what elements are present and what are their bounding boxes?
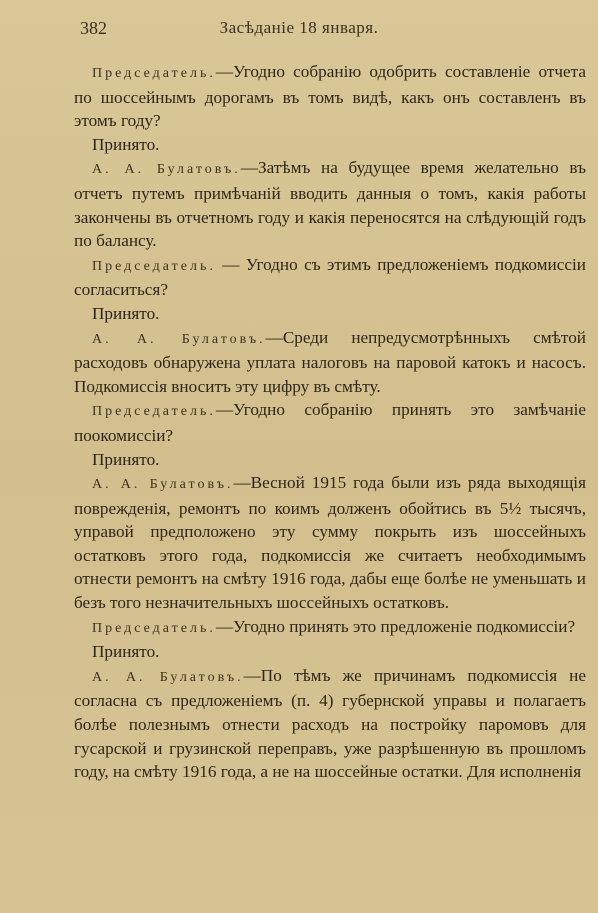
speech-paragraph xyxy=(74,615,586,641)
speaker-name: Председатель. xyxy=(92,404,216,420)
speaker-name: Председатель. xyxy=(92,258,216,274)
speaker-name: Председатель. xyxy=(92,620,216,636)
resolution-text: Принято. xyxy=(92,303,160,323)
speech-text: — Угодно съ этимъ предложеніемъ подкомиссіи согласиться? xyxy=(74,254,586,300)
speech-paragraph xyxy=(74,398,586,447)
speech-text: —По тѣмъ же причинамъ подкомиссія не согласна съ предложеніемъ (п. 4) губернской управы и полагаетъ болѣе полезнымъ отнести расходъ на постройку паромовъ для гусарской и грузинской переправъ, уже разрѣшенную въ прошломъ году, на смѣту 1916 года, а не на шоссейные остатки. Для исполненія xyxy=(74,665,586,782)
speech-text: —Угодно принять это предложеніе подкомиссіи? xyxy=(215,616,576,636)
page-header xyxy=(0,18,598,44)
speech-paragraph xyxy=(74,326,586,399)
speech-text: —Среди непредусмотрѣнныхъ смѣтой расходовъ обнаружена уплата налоговъ на паровой катокъ и насосъ. Подкомиссія вноситъ эту цифру въ смѣту. xyxy=(74,327,586,396)
speaker-name: А. А. Булатовъ. xyxy=(92,477,234,493)
speech-paragraph xyxy=(74,253,586,302)
resolution-text: Принято. xyxy=(92,642,160,662)
speech-paragraph xyxy=(74,60,586,133)
speaker-name: А. А. Булатовъ. xyxy=(92,162,241,178)
speaker-name: А. А. Булатовъ. xyxy=(92,331,266,347)
speaker-name: Председатель. xyxy=(92,66,216,81)
page-body xyxy=(74,60,586,784)
speech-text: —Весной 1915 года были изъ ряда выходящія поврежденія, ремонтъ по коимъ долженъ обойтись въ 5½ тысячъ, управой предположено эту сумму покрыть изъ шоссейныхъ остатковъ этого года, подкомиссія же считаетъ необходимымъ отнести ремонтъ на смѣту 1916 года, дабы еще болѣе не уменьшать и безъ того незначительныхъ шоссейныхъ остатковъ. xyxy=(74,473,586,613)
speech-paragraph xyxy=(74,664,586,784)
page-number: 382 xyxy=(80,18,107,38)
speech-text: —Угодно собранію одобрить составленіе отчета по шоссейнымъ дорогамъ въ томъ видѣ, какъ онъ составленъ въ этомъ году? xyxy=(74,62,586,131)
speech-text: —Затѣмъ на будущее время желательно въ отчетъ путемъ примѣчаній вводить данныя о томъ, какія работы закончены въ отчетномъ году и какія переносятся на слѣдующій годъ по балансу. xyxy=(74,158,586,251)
running-title: Засѣданіе 18 января. xyxy=(219,18,379,37)
speech-paragraph xyxy=(74,156,586,252)
resolution-text: Принято. xyxy=(92,449,160,469)
speech-text: —Угодно собранію принять это замѣчаніе поокомиссіи? xyxy=(74,400,586,445)
speaker-name: А. А. Булатовъ. xyxy=(92,669,244,685)
resolution-text: Принято. xyxy=(92,134,160,154)
speech-paragraph xyxy=(74,471,586,615)
